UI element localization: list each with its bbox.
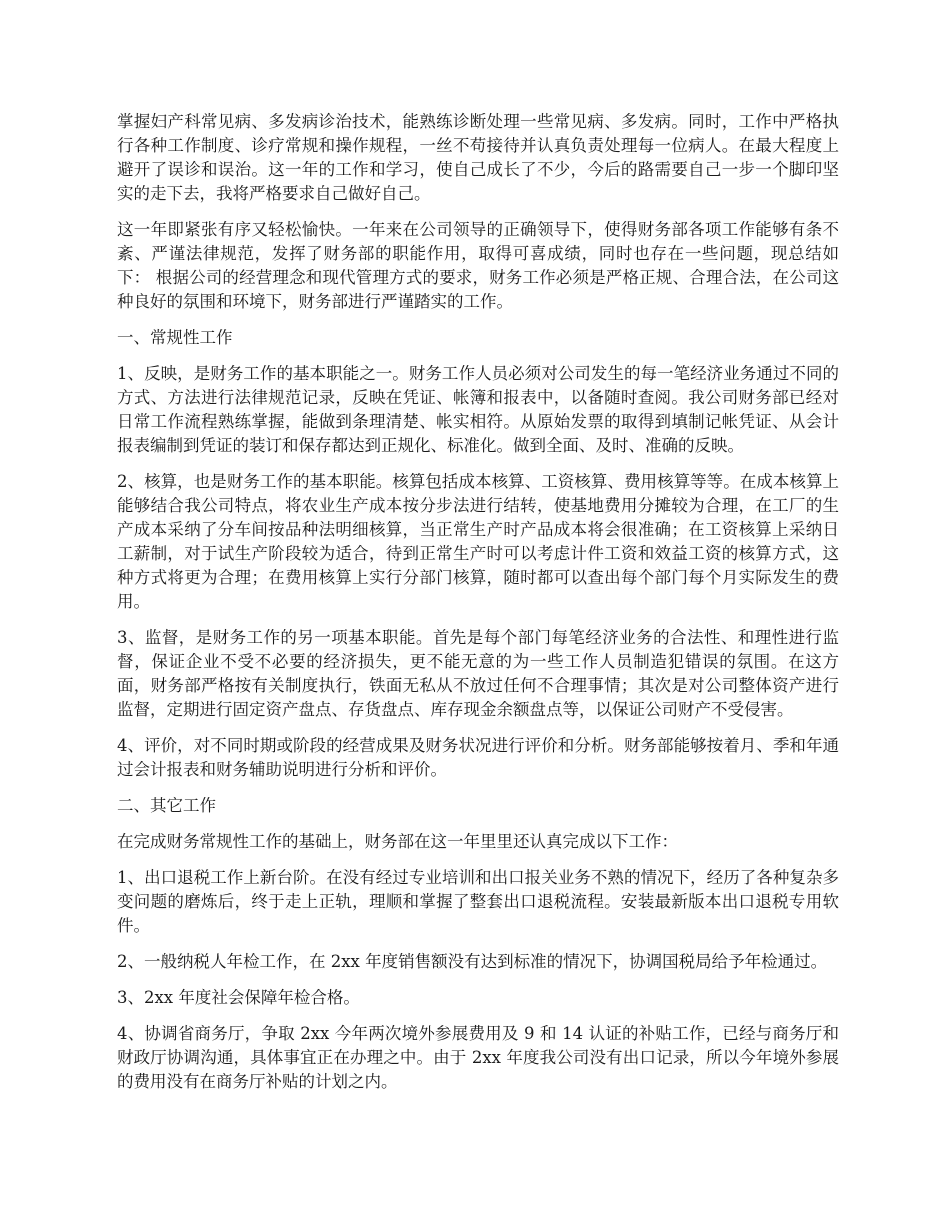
section-heading-routine-work: 一、常规性工作 [117,328,233,347]
paragraph-social-security: 3、2xx 年度社会保障年检合格。 [117,988,360,1007]
paragraph-taxpayer-inspection: 2、一般纳税人年检工作，在 2xx 年度销售额没有达到标准的情况下，协调国税局给予年检通过。 [117,952,828,971]
paragraph-evaluation: 4、评价，对不同时期或阶段的经营成果及财务状况进行评价和分析。财务部能够按着月、季和年通过会计报表和财务辅助说明进行分析和评价。 [117,736,839,779]
paragraph-accounting: 2、核算，也是财务工作的基本职能。核算包括成本核算、工资核算、费用核算等等。在成本核算上能够结合我公司特点，将农业生产成本按分步法进行结转，使基地费用分摊较为合理，在工厂的生产成本采纳了分车间按品种法明细核算，当正常生产时产品成本将会很准确；在工资核算上采纳日工薪制，对于试生产阶段较为适合，待到正常生产时可以考虑计件工资和效益工资的核算方式，这种方式将更为合理；在费用核算上实行分部门核算，随时都可以查出每个部门每个月实际发生的费用。 [117,472,839,611]
paragraph-supervision: 3、监督，是财务工作的另一项基本职能。首先是每个部门每笔经济业务的合法性、和理性进行监督，保证企业不受不必要的经济损失，更不能无意的为一些工作人员制造犯错误的氛围。在这方面，财务部严格按有关制度执行，铁面无私从不放过任何不合理事情；其次是对公司整体资产进行监督，定期进行固定资产盘点、存货盘点、库存现金余额盘点等，以保证公司财产不受侵害。 [117,628,839,719]
document-body [117,110,839,1106]
section-heading-other-work: 二、其它工作 [117,796,216,815]
paragraph-other-intro: 在完成财务常规性工作的基础上，财务部在这一年里里还认真完成以下工作： [117,832,678,851]
paragraph-intro-1: 掌握妇产科常见病、多发病诊治技术，能熟练诊断处理一些常见病、多发病。同时，工作中严格执行各种工作制度、诊疗常规和操作规程，一丝不苟接待并认真负责处理每一位病人。在最大程度上避开了误诊和误治。这一年的工作和学习，使自己成长了不少，今后的路需要自己一步一个脚印坚实的走下去，我将严格要求自己做好自己。 [117,112,839,203]
paragraph-intro-2: 这一年即紧张有序又轻松愉快。一年来在公司领导的正确领导下，使得财务部各项工作能够有条不紊、严谨法律规范，发挥了财务部的职能作用，取得可喜成绩，同时也存在一些问题，现总结如下： 根据公司的经营理念和现代管理方式的要求，财务工作必须是严格正规、合理合法，在公司这种良好的氛围和环境下，财务部进行严谨踏实的工作。 [117,220,839,311]
paragraph-commerce-subsidy: 4、协调省商务厅，争取 2xx 今年两次境外参展费用及 9 和 14 认证的补贴工作，已经与商务厅和财政厅协调沟通，具体事宜正在办理之中。由于 2xx 年度我公司没有出口记录，所以今年境外参展的费用没有在商务厅补贴的计划之内。 [117,1024,839,1091]
paragraph-reflection: 1、反映，是财务工作的基本职能之一。财务工作人员必须对公司发生的每一笔经济业务通过不同的方式、方法进行法律规范记录，反映在凭证、帐簿和报表中，以备随时查阅。我公司财务部已经对日常工作流程熟练掌握，能做到条理清楚、帐实相符。从原始发票的取得到填制记帐凭证、从会计报表编制到凭证的装订和保存都达到正规化、标准化。做到全面、及时、准确的反映。 [117,364,839,455]
paragraph-export-tax: 1、出口退税工作上新台阶。在没有经过专业培训和出口报关业务不熟的情况下，经历了各种复杂多变问题的磨炼后，终于走上正轨，理顺和掌握了整套出口退税流程。安装最新版本出口退税专用软件。 [117,868,839,935]
